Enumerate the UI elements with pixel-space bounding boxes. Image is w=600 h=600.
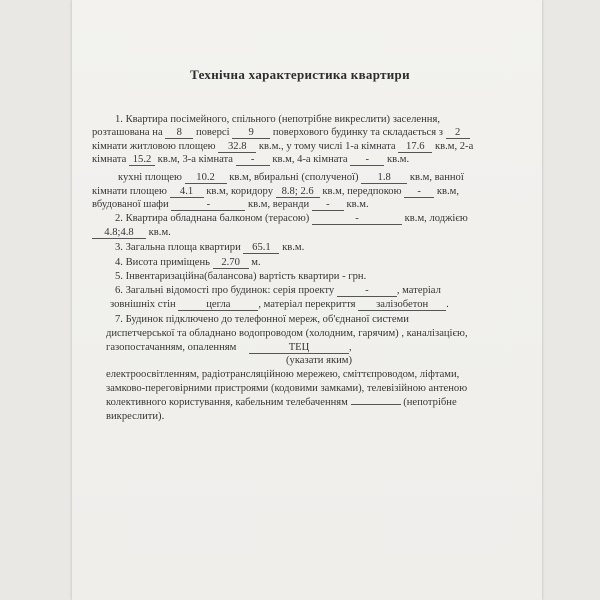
p7-line-7: колективного користування, кабельним телебаченням (непотрібне bbox=[106, 397, 457, 408]
document-title: Технічна характеристика квартири bbox=[190, 67, 410, 82]
p7-line-3: газопостачанням, опаленням ТЕЦ , bbox=[106, 342, 352, 353]
cable-tv-field bbox=[351, 404, 401, 405]
p1-line-1: 1. Квартира посімейного, спільного (непотрібне викреслити) заселення, bbox=[115, 114, 440, 125]
p7-line-8: викреслити). bbox=[106, 411, 165, 422]
total-area-field: 65.1 bbox=[243, 242, 279, 254]
room2-field: 15.2 bbox=[129, 154, 155, 166]
project-series-field: - bbox=[337, 285, 397, 297]
bath-field: 4.1 bbox=[170, 186, 204, 198]
wall-material-field: цегла bbox=[178, 299, 258, 311]
total-area-line: 3. Загальна площа квартири 65.1 кв.м. bbox=[115, 242, 305, 253]
p7-line-6: замково-переговірними пристроями (кодовими замками), телевізійною антеною bbox=[106, 383, 468, 394]
ceiling-material-field: залізобетон bbox=[358, 299, 446, 311]
p1-line-5: кухні площею 10.2 кв.м, вбиральні (сполученої) 1.8 кв.м, ванної bbox=[118, 172, 464, 183]
p1-line-6: кімнати площею 4.1 кв.м, коридору 8.8; 2.6 кв.м, передпокою - кв.м, bbox=[92, 186, 459, 197]
valuation-field: - bbox=[342, 271, 346, 282]
p7-line-5: електроосвітленням, радіотрансляційною мережею, сміттєпроводом, ліфтами, bbox=[106, 369, 460, 380]
kitchen-field: 10.2 bbox=[185, 172, 227, 184]
storeys-field: 9 bbox=[232, 127, 270, 139]
p1-line-7: вбудованої шафи - кв.м, веранди - кв.м. bbox=[92, 199, 369, 210]
p2-line-1: 2. Квартира обладнана балконом (терасою) - кв.м, лоджією bbox=[115, 213, 468, 224]
p7-hint: (указати яким) bbox=[286, 355, 352, 366]
room1-field: 17.6 bbox=[398, 141, 432, 153]
ceiling-height-line: 4. Висота приміщень 2.70 м. bbox=[115, 257, 261, 268]
heating-field: ТЕЦ bbox=[249, 342, 349, 354]
room3-field: - bbox=[236, 154, 270, 166]
toilet-field: 1.8 bbox=[361, 172, 407, 184]
p7-line-1: 7. Будинок підключено до телефонної мереж, об'єднаної системи bbox=[115, 314, 409, 325]
floor-field: 8 bbox=[165, 127, 193, 139]
corridor-field: 8.8; 2.6 bbox=[276, 186, 320, 198]
room4-field: - bbox=[350, 154, 384, 166]
loggia-field: 4.8;4.8 bbox=[92, 227, 146, 239]
valuation-line: 5. Інвентаризаційна(балансова) вартість квартири - грн. bbox=[115, 271, 367, 282]
p1-line-3: кімнати житловою площею 32.8 кв.м., у тому числі 1-а кімната 17.6 кв.м, 2-а bbox=[92, 141, 474, 152]
p6-line-1: 6. Загальні відомості про будинок: серія проекту - , матеріал bbox=[115, 285, 441, 296]
balcony-field: - bbox=[312, 213, 402, 225]
hall-field: - bbox=[404, 186, 434, 198]
p1-line-4: кімната 15.2 кв.м, 3-а кімната - кв.м, 4-а кімната - кв.м. bbox=[92, 154, 410, 165]
p7-line-2: диспетчерської та обладнано водопроводом (холодним, гарячим) , каналізацією, bbox=[106, 328, 468, 339]
closet-field: - bbox=[171, 199, 245, 211]
veranda-field: - bbox=[312, 199, 344, 211]
p1-line-2: розташована на 8 поверсі 9 поверхового будинку та складається з 2 bbox=[92, 126, 470, 139]
rooms-field: 2 bbox=[446, 127, 470, 139]
living-area-field: 32.8 bbox=[218, 141, 256, 153]
p6-line-2: зовнішніх стін цегла , матеріал перекриття залізобетон . bbox=[110, 299, 449, 310]
p2-line-2: 4.8;4.8 кв.м. bbox=[92, 226, 171, 239]
ceiling-height-field: 2.70 bbox=[213, 257, 249, 269]
